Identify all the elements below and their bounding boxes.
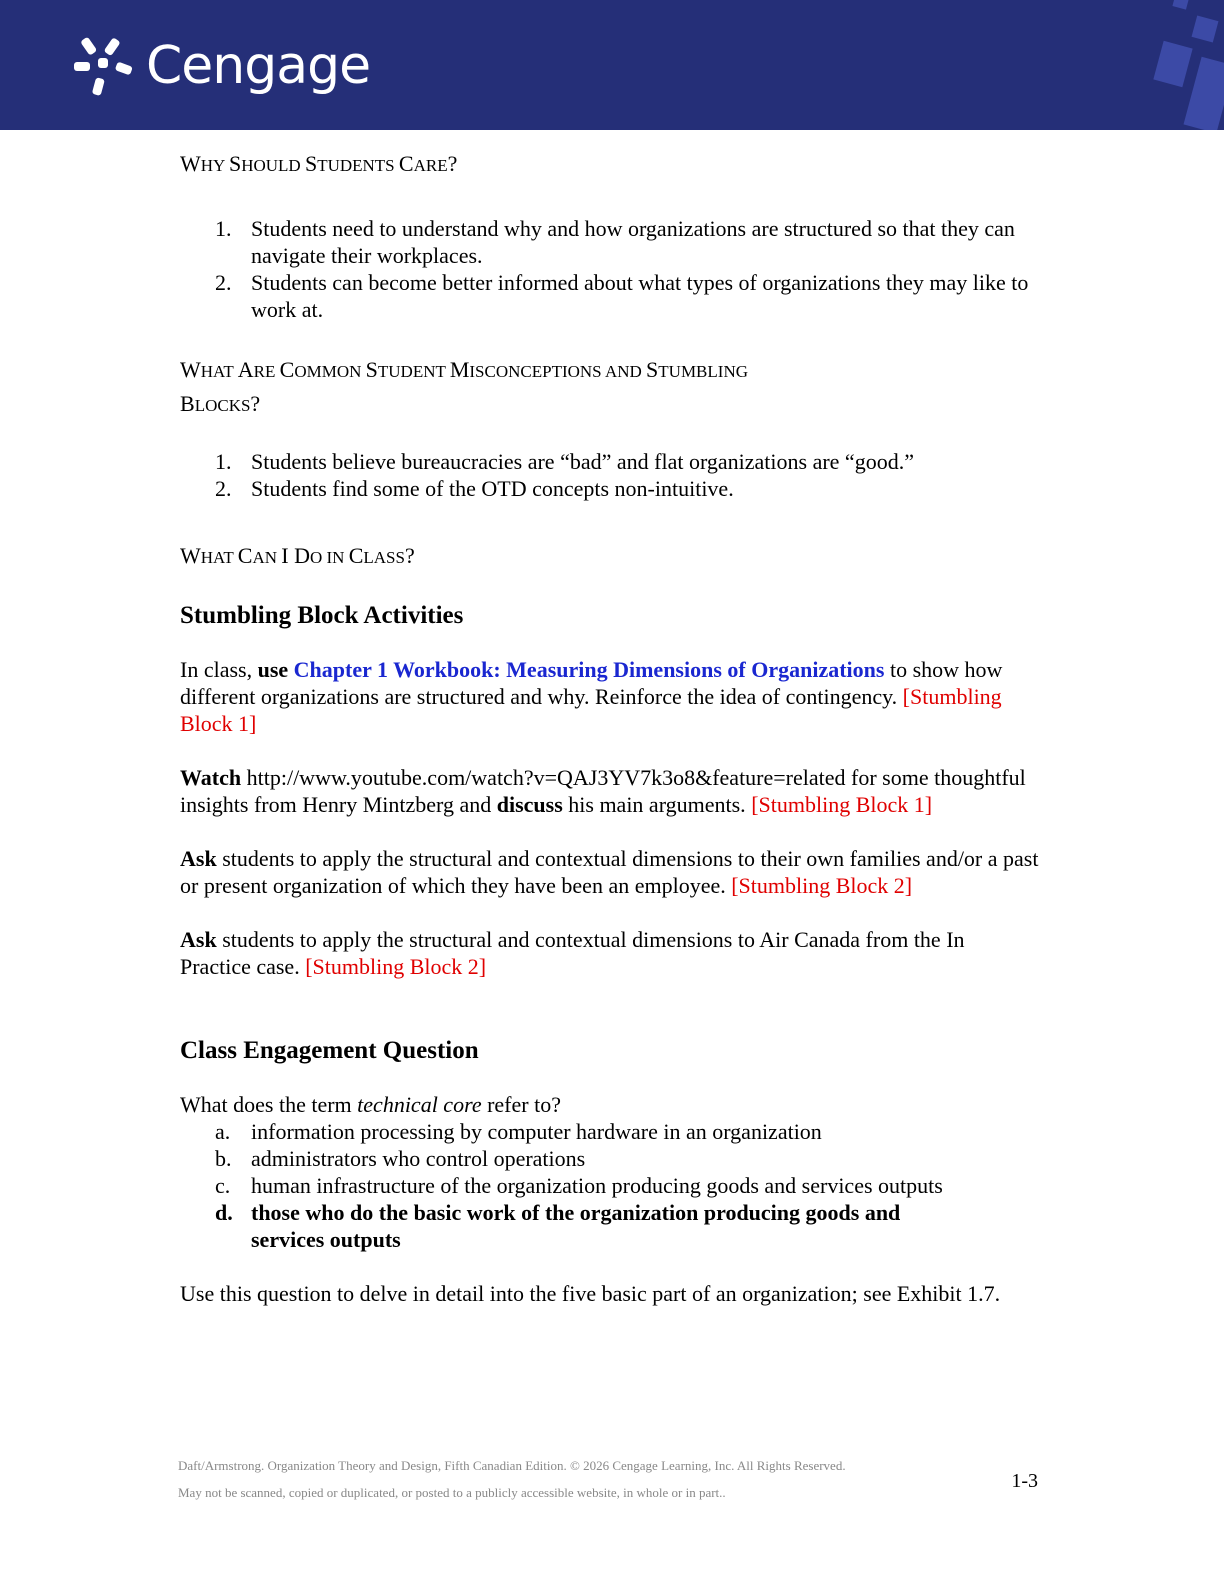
workbook-link[interactable]: Chapter 1 Workbook: Measuring Dimensions of Organizations: [293, 657, 885, 682]
decorative-corner-shapes: [1134, 0, 1224, 130]
activity-paragraph-4: Ask students to apply the structural and contextual dimensions to Air Canada from the In Practice case. [Stumbling Block 2]: [180, 927, 965, 979]
answer-option: c. human infrastructure of the organization producing goods and services outputs: [215, 1173, 943, 1198]
stumbling-block-ref: [Stumbling Block 1]: [751, 792, 933, 817]
list-item: 1. Students believe bureaucracies are “bad” and flat organizations are “good.”: [215, 449, 914, 474]
stumbling-block-ref: [Stumbling Block 2]: [731, 873, 913, 898]
stumbling-block-ref: [Stumbling Block 2]: [305, 954, 487, 979]
page-footer: [178, 1452, 1038, 1506]
document-body: [180, 148, 1040, 1307]
answer-option: a. information processing by computer hardware in an organization: [215, 1119, 822, 1144]
page-number: 1-3: [1011, 1470, 1038, 1492]
list-item: 2. Students find some of the OTD concepts non-intuitive.: [215, 476, 734, 501]
usage-notice: May not be scanned, copied or duplicated, or posted to a publicly accessible website, in whole or in part..: [178, 1485, 726, 1500]
misconceptions-list: [180, 448, 1040, 502]
list-item: 1. Students need to understand why and how organizations are structured so that they can navigate their workplaces.: [215, 216, 1015, 268]
copyright-line: Daft/Armstrong. Organization Theory and Design, Fifth Canadian Edition. © 2026 Cengage Learning, Inc. All Rights Reserved.: [178, 1458, 846, 1473]
stumbling-block-ref: [Stumbling Block 1]: [180, 684, 1002, 736]
heading-in-class: WHAT CAN I DO IN CLASS?: [180, 543, 415, 568]
cengage-logo-icon: [72, 34, 136, 98]
header-banner: [0, 0, 1224, 130]
heading-why-care: WHY SHOULD STUDENTS CARE?: [180, 151, 458, 176]
engagement-followup: Use this question to delve in detail into the five basic part of an organization; see Exhibit 1.7.: [180, 1281, 1001, 1306]
subheading-stumbling-block-activities: Stumbling Block Activities: [180, 602, 464, 629]
engagement-question: What does the term technical core refer to?: [180, 1092, 561, 1117]
activity-paragraph-1: In class, use Chapter 1 Workbook: Measuring Dimensions of Organizations to show how different organizations are structured and why. Reinforce the idea of contingency. [Stumbling Block 1]: [180, 657, 1003, 736]
list-item: 2. Students can become better informed about what types of organizations they may like to work at.: [215, 270, 1029, 322]
answer-options-list: [180, 1118, 1040, 1253]
answer-option-correct: d. those who do the basic work of the organization producing goods and services outputs: [215, 1200, 901, 1252]
answer-option: b. administrators who control operations: [215, 1146, 586, 1171]
activity-paragraph-3: Ask students to apply the structural and contextual dimensions to their own families and/or a past or present organization of which they have been an employee. [Stumbling Block 2]: [180, 846, 1039, 898]
why-care-list: [180, 215, 1040, 323]
heading-misconceptions: WHAT ARE COMMON STUDENT MISCONCEPTIONS AND STUMBLING BLOCKS?: [180, 357, 748, 416]
subheading-class-engagement: Class Engagement Question: [180, 1037, 479, 1064]
brand-name: Cengage: [146, 36, 371, 96]
activity-paragraph-2: Watch http://www.youtube.com/watch?v=QAJ3YV7k3o8&feature=related for some thoughtful insights from Henry Mintzberg and discuss his main arguments. [Stumbling Block 1]: [180, 765, 1026, 817]
